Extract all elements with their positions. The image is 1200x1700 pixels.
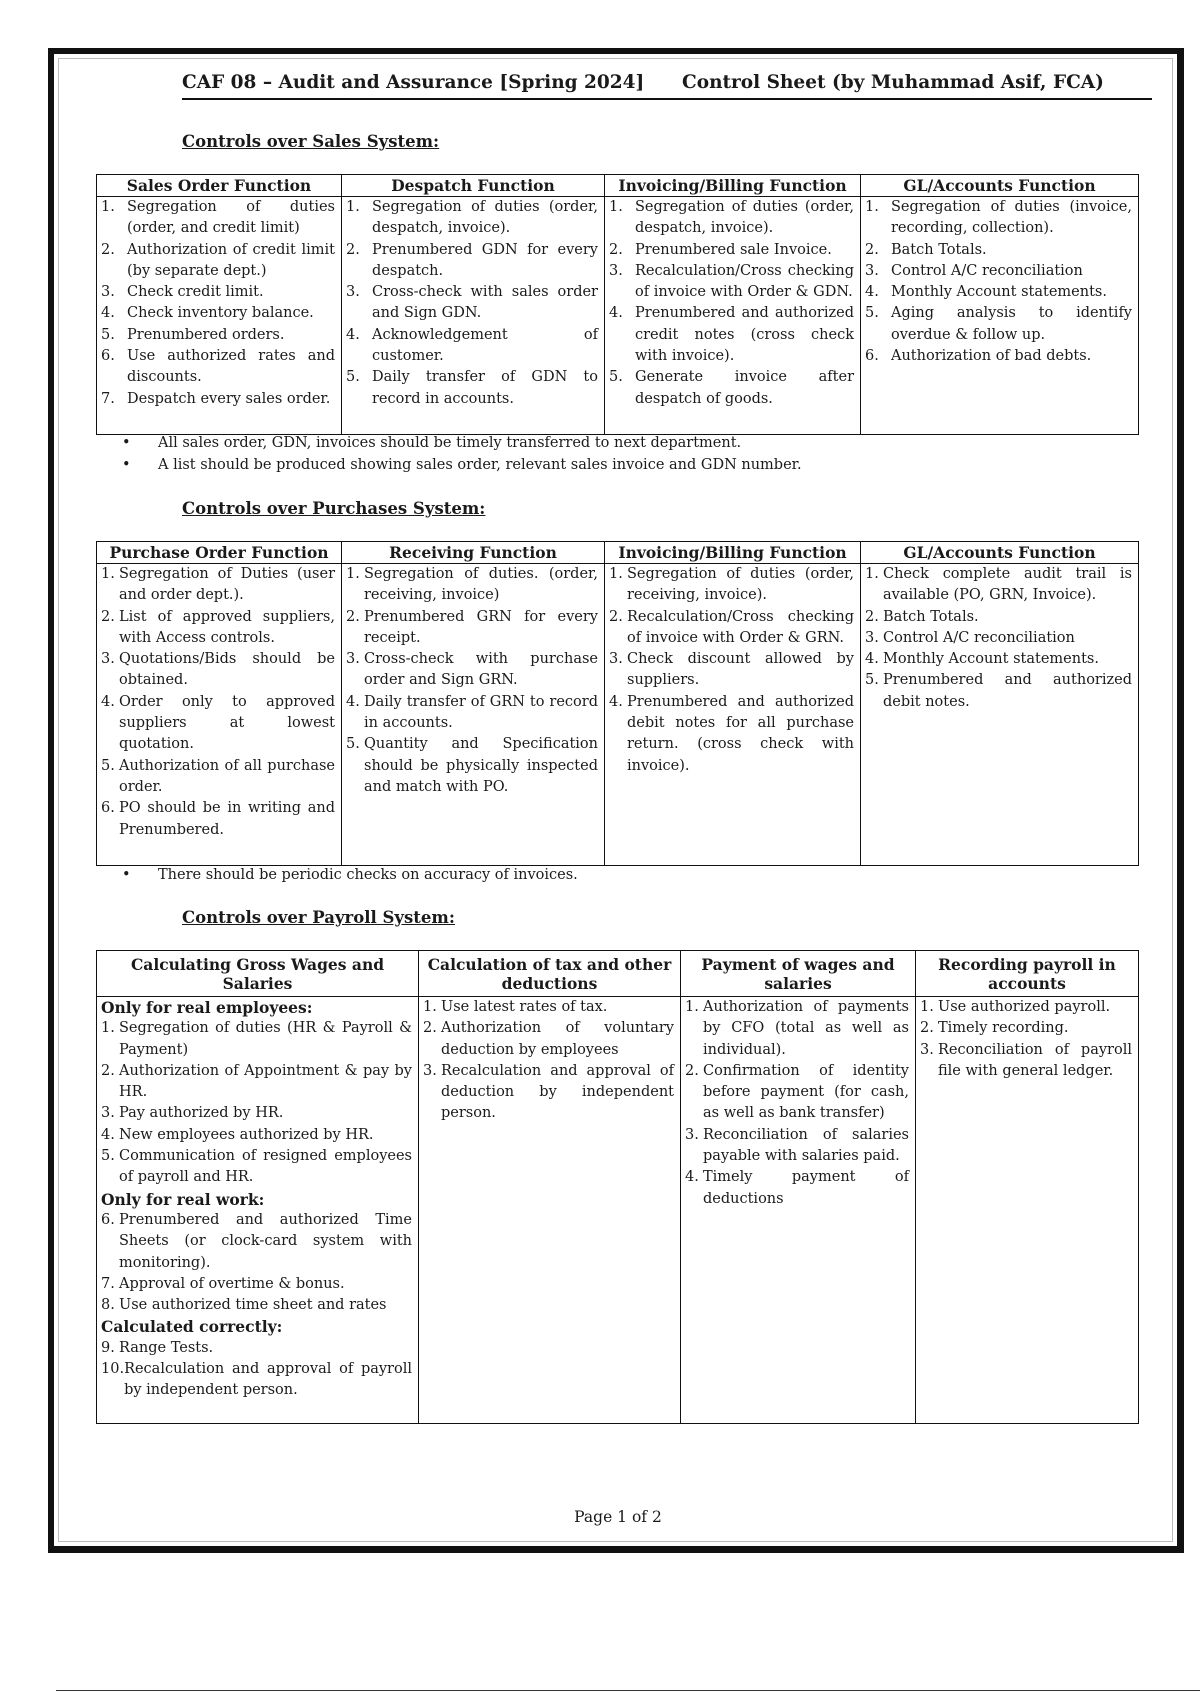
list-item — [865, 303, 1132, 346]
item-number: 4. — [609, 305, 623, 322]
item-number: 5. — [609, 369, 623, 386]
item-number: 5. — [346, 736, 360, 753]
table-header-row — [97, 175, 1139, 197]
list-item — [101, 692, 335, 756]
item-text: Quantity and Specification should be physically inspected and match with PO. — [364, 736, 598, 795]
list-item — [346, 692, 598, 735]
list-item — [346, 240, 598, 283]
item-text: Prenumbered and authorized debit notes. — [883, 672, 1132, 710]
item-number: 6. — [101, 348, 115, 365]
list-item — [101, 1125, 412, 1146]
list-item — [101, 1210, 412, 1274]
item-text: Timely recording. — [938, 1020, 1069, 1037]
column-header: Calculating Gross Wages and Salaries — [97, 951, 419, 997]
purchase-invoicing-cell — [605, 564, 861, 866]
list-item — [346, 564, 598, 607]
item-text: Control A/C reconciliation — [883, 629, 1075, 646]
item-number: 10. — [101, 1361, 125, 1378]
item-text: Acknowledgement of customer. — [372, 326, 598, 365]
item-text: Approval of overtime & bonus. — [119, 1275, 345, 1292]
item-group — [101, 1210, 412, 1316]
item-number: 1. — [685, 999, 699, 1015]
purchases-notes — [122, 864, 578, 886]
list-item — [423, 1018, 674, 1061]
item-text: List of approved suppliers, with Access controls. — [119, 608, 335, 646]
purchases-controls-table — [96, 541, 1139, 866]
item-text: Segregation of duties (order, despatch, invoice). — [372, 199, 598, 237]
list-item — [346, 197, 598, 240]
recording-cell — [916, 997, 1139, 1424]
gross-wages-cell — [97, 997, 419, 1424]
list-item — [609, 197, 854, 240]
sheet-author: Control Sheet (by Muhammad Asif, FCA) — [682, 72, 1104, 93]
list-item — [685, 1167, 909, 1210]
item-number: 2. — [346, 241, 360, 258]
item-number: 7. — [101, 390, 115, 407]
item-text: Communication of resigned employees of payroll and HR. — [119, 1148, 412, 1186]
item-text: Pay authorized by HR. — [119, 1105, 284, 1122]
item-group — [101, 1338, 412, 1402]
item-text: Batch Totals. — [883, 608, 979, 625]
item-number: 2. — [346, 608, 360, 625]
item-number: 9. — [101, 1339, 115, 1356]
item-number: 1. — [609, 199, 623, 215]
item-text: Aging analysis to identify overdue & follow up. — [891, 305, 1132, 343]
item-number: 5. — [865, 672, 879, 689]
item-number: 2. — [685, 1062, 699, 1079]
item-number: 4. — [101, 305, 115, 322]
list-item — [101, 756, 335, 799]
item-text: Authorization of payments by CFO (total as well as individual). — [703, 999, 909, 1058]
item-text: Recalculation/Cross checking of invoice with Order & GDN. — [635, 262, 854, 301]
item-text: Daily transfer of GRN to record in accounts. — [364, 693, 598, 732]
item-text: Check complete audit trail is available (PO, GRN, Invoice). — [883, 566, 1132, 604]
list-item — [346, 649, 598, 692]
list-item — [609, 303, 854, 367]
column-header: GL/Accounts Function — [861, 175, 1139, 197]
item-text: Check inventory balance. — [127, 305, 314, 322]
item-text: Segregation of duties (order, despatch, invoice). — [635, 199, 854, 237]
subheading: Only for real work: — [101, 1189, 265, 1209]
list-item — [685, 997, 909, 1061]
item-number: 2. — [101, 1062, 115, 1079]
item-text: Confirmation of identity before payment (for cash, as well as bank transfer) — [703, 1062, 909, 1122]
item-text: Authorization of all purchase order. — [119, 757, 335, 795]
item-text: Batch Totals. — [891, 241, 987, 258]
list-item — [101, 564, 335, 607]
item-number: 2. — [865, 241, 879, 258]
item-text: Recalculation and approval of payroll by independent person. — [124, 1361, 412, 1399]
list-item — [346, 734, 598, 798]
sales-invoicing-cell — [605, 197, 861, 435]
sales-notes — [122, 432, 802, 476]
item-number: 3. — [101, 651, 115, 668]
list-item — [101, 282, 335, 303]
sales-section-title: Controls over Sales System: — [182, 132, 440, 151]
despatch-cell — [342, 197, 605, 435]
item-number: 2. — [101, 241, 115, 258]
list-item — [920, 1018, 1132, 1039]
tax-deductions-cell — [419, 997, 681, 1424]
list-item: • A list should be produced showing sales order, relevant sales invoice and GDN number. — [122, 454, 802, 476]
item-text: Authorization of credit limit (by separate dept.) — [127, 241, 335, 279]
item-number: 3. — [865, 262, 879, 279]
list-item — [609, 367, 854, 410]
item-number: 3. — [920, 1041, 934, 1058]
item-number: 4. — [101, 693, 115, 710]
item-number: 2. — [609, 241, 623, 258]
item-text: Segregation of Duties (user and order dept.). — [119, 566, 335, 604]
list-item — [101, 389, 335, 410]
item-text: Use authorized time sheet and rates — [119, 1297, 387, 1314]
subheading: Calculated correctly: — [101, 1317, 283, 1337]
item-text: Prenumbered sale Invoice. — [635, 241, 832, 258]
item-number: 1. — [101, 1020, 115, 1037]
purchase-order-cell — [97, 564, 342, 866]
item-number: 8. — [101, 1297, 115, 1314]
item-number: 1. — [101, 199, 115, 215]
item-text: Segregation of duties (order, and credit limit) — [127, 199, 335, 237]
table-header-row — [97, 542, 1139, 564]
list-item — [865, 649, 1132, 670]
table-row — [97, 997, 1139, 1424]
list-item — [346, 325, 598, 368]
list-item — [101, 1018, 412, 1061]
item-number: 5. — [101, 1148, 115, 1165]
item-text: Authorization of voluntary deduction by employees — [441, 1020, 674, 1058]
column-header: Payment of wages and salaries — [681, 951, 916, 997]
item-number: 2. — [920, 1020, 934, 1037]
purchases-section-title: Controls over Purchases System: — [182, 499, 486, 518]
column-header: Despatch Function — [342, 175, 605, 197]
list-item — [609, 607, 854, 650]
item-text: Use authorized rates and discounts. — [127, 348, 335, 386]
list-item — [101, 240, 335, 283]
list-item — [101, 649, 335, 692]
note-text: There should be periodic checks on accuracy of invoices. — [158, 867, 578, 883]
item-text: Use authorized payroll. — [938, 999, 1111, 1015]
table-header-row — [97, 951, 1139, 997]
item-text: Prenumbered and authorized credit notes (cross check with invoice). — [635, 305, 854, 365]
item-number: 2. — [865, 608, 879, 625]
item-number: 5. — [865, 305, 879, 322]
column-header: Calculation of tax and other deductions — [419, 951, 681, 997]
item-text: Despatch every sales order. — [127, 390, 331, 407]
list-item — [685, 1125, 909, 1168]
item-number: 6. — [865, 348, 879, 365]
item-text: Segregation of duties. (order, receiving, invoice) — [364, 566, 598, 604]
item-text: Prenumbered and authorized debit notes for all purchase return. (cross check with invoice). — [627, 693, 854, 774]
list-item — [346, 367, 598, 410]
list-item — [423, 1061, 674, 1125]
list-item — [101, 1338, 412, 1359]
item-number: 1. — [346, 199, 360, 215]
list-item: • All sales order, GDN, invoices should be timely transferred to next department. — [122, 432, 802, 454]
item-text: Use latest rates of tax. — [441, 999, 608, 1015]
list-item — [865, 240, 1132, 261]
item-number: 1. — [920, 999, 934, 1015]
list-item — [101, 1103, 412, 1124]
purchase-gl-cell — [861, 564, 1139, 866]
receiving-cell — [342, 564, 605, 866]
item-text: Daily transfer of GDN to record in accounts. — [372, 369, 598, 407]
item-number: 6. — [101, 1211, 115, 1228]
item-number: 1. — [609, 566, 623, 582]
list-item — [346, 282, 598, 325]
item-number: 3. — [865, 629, 879, 646]
list-item — [346, 607, 598, 650]
list-item — [609, 564, 854, 607]
item-text: Monthly Account statements. — [891, 284, 1107, 301]
list-item — [685, 1061, 909, 1125]
item-text: Quotations/Bids should be obtained. — [119, 651, 335, 689]
item-number: 5. — [101, 757, 115, 774]
list-item — [609, 240, 854, 261]
item-text: Order only to approved suppliers at lowest quotation. — [119, 693, 335, 753]
note-text: A list should be produced showing sales order, relevant sales invoice and GDN number. — [158, 457, 802, 473]
column-header: Purchase Order Function — [97, 542, 342, 564]
list-item — [865, 346, 1132, 367]
item-number: 2. — [609, 608, 623, 625]
list-item — [101, 1146, 412, 1189]
item-text: Check credit limit. — [127, 284, 264, 301]
column-header: Invoicing/Billing Function — [605, 175, 861, 197]
item-text: PO should be in writing and Prenumbered. — [119, 800, 335, 838]
item-number: 4. — [685, 1169, 699, 1186]
item-text: Prenumbered orders. — [127, 326, 285, 343]
column-header: GL/Accounts Function — [861, 542, 1139, 564]
list-item — [101, 1274, 412, 1295]
item-text: Segregation of duties (order, receiving, invoice). — [627, 566, 854, 604]
item-number: 3. — [101, 1105, 115, 1122]
sales-order-cell — [97, 197, 342, 435]
item-number: 5. — [346, 369, 360, 386]
item-text: Cross-check with sales order and Sign GDN. — [372, 284, 598, 322]
subheading: Only for real employees: — [101, 998, 313, 1017]
list-item — [423, 997, 674, 1018]
item-text: Prenumbered GRN for every receipt. — [364, 608, 598, 646]
table-row — [97, 564, 1139, 866]
sales-controls-table — [96, 174, 1139, 435]
item-text: Prenumbered and authorized Time Sheets (or clock-card system with monitoring). — [119, 1211, 412, 1271]
item-text: Recalculation/Cross checking of invoice with Order & GRN. — [627, 608, 854, 646]
item-number: 7. — [101, 1275, 115, 1292]
list-item — [865, 670, 1132, 713]
item-text: Reconciliation of payroll file with general ledger. — [938, 1041, 1132, 1079]
list-item — [920, 997, 1132, 1018]
list-item — [101, 798, 335, 841]
item-text: Segregation of duties (HR & Payroll & Payment) — [119, 1020, 412, 1058]
list-item — [101, 1061, 412, 1104]
list-item — [865, 607, 1132, 628]
list-item — [101, 346, 335, 389]
item-number: 3. — [609, 262, 623, 279]
item-number: 4. — [609, 693, 623, 710]
item-text: Generate invoice after despatch of goods. — [635, 369, 854, 407]
list-item — [101, 1295, 412, 1316]
payroll-section-title: Controls over Payroll System: — [182, 908, 455, 927]
item-number: 4. — [346, 326, 360, 343]
item-number: 3. — [423, 1062, 437, 1079]
item-number: 5. — [101, 326, 115, 343]
item-text: New employees authorized by HR. — [119, 1126, 374, 1143]
item-text: Cross-check with purchase order and Sign GRN. — [364, 651, 598, 689]
list-item — [609, 261, 854, 304]
item-text: Check discount allowed by suppliers. — [627, 651, 854, 689]
item-number: 1. — [101, 566, 115, 582]
list-item — [865, 282, 1132, 303]
item-number: 1. — [346, 566, 360, 582]
page-number: Page 1 of 2 — [574, 1508, 662, 1526]
page-header — [182, 70, 1152, 100]
item-number: 4. — [101, 1126, 115, 1143]
list-item — [865, 261, 1132, 282]
list-item — [609, 692, 854, 777]
item-number: 1. — [865, 199, 879, 215]
item-number: 4. — [865, 284, 879, 301]
item-number: 6. — [101, 800, 115, 817]
item-text: Monthly Account statements. — [883, 651, 1099, 668]
item-text: Recalculation and approval of deduction by independent person. — [441, 1062, 674, 1122]
column-header: Sales Order Function — [97, 175, 342, 197]
list-item — [865, 197, 1132, 240]
list-item — [920, 1040, 1132, 1083]
item-number: 3. — [346, 284, 360, 301]
item-group — [101, 1018, 412, 1188]
item-number: 2. — [101, 608, 115, 625]
item-number: 3. — [609, 651, 623, 668]
column-header: Invoicing/Billing Function — [605, 542, 861, 564]
item-text: Authorization of bad debts. — [891, 348, 1092, 365]
column-header: Recording payroll in accounts — [916, 951, 1139, 997]
payment-cell — [681, 997, 916, 1424]
column-header: Receiving Function — [342, 542, 605, 564]
list-item — [101, 197, 335, 240]
list-item — [101, 607, 335, 650]
item-text: Timely payment of deductions — [703, 1169, 909, 1207]
sales-gl-cell — [861, 197, 1139, 435]
item-number: 3. — [346, 651, 360, 668]
list-item — [865, 628, 1132, 649]
item-number: 2. — [423, 1020, 437, 1037]
item-number: 4. — [865, 651, 879, 668]
item-number: 1. — [865, 566, 879, 582]
list-item: • There should be periodic checks on accuracy of invoices. — [122, 864, 578, 886]
table-row — [97, 197, 1139, 435]
item-text: Prenumbered GDN for every despatch. — [372, 241, 598, 279]
list-item — [865, 564, 1132, 607]
item-text: Reconciliation of salaries payable with salaries paid. — [703, 1126, 909, 1165]
payroll-controls-table — [96, 950, 1139, 1424]
item-text: Authorization of Appointment & pay by HR. — [119, 1062, 412, 1101]
item-number: 3. — [685, 1126, 699, 1143]
item-number: 3. — [101, 284, 115, 301]
item-text: Control A/C reconciliation — [891, 262, 1083, 279]
list-item — [101, 325, 335, 346]
list-item — [101, 1359, 412, 1402]
item-number: 1. — [423, 999, 437, 1015]
list-item — [609, 649, 854, 692]
footer-divider — [56, 1690, 1200, 1691]
list-item — [101, 303, 335, 324]
item-number: 4. — [346, 693, 360, 710]
course-title: CAF 08 – Audit and Assurance [Spring 2024] — [182, 72, 645, 93]
item-text: Range Tests. — [119, 1339, 214, 1356]
note-text: All sales order, GDN, invoices should be timely transferred to next department. — [158, 435, 742, 451]
item-text: Segregation of duties (invoice, recording, collection). — [891, 199, 1132, 237]
